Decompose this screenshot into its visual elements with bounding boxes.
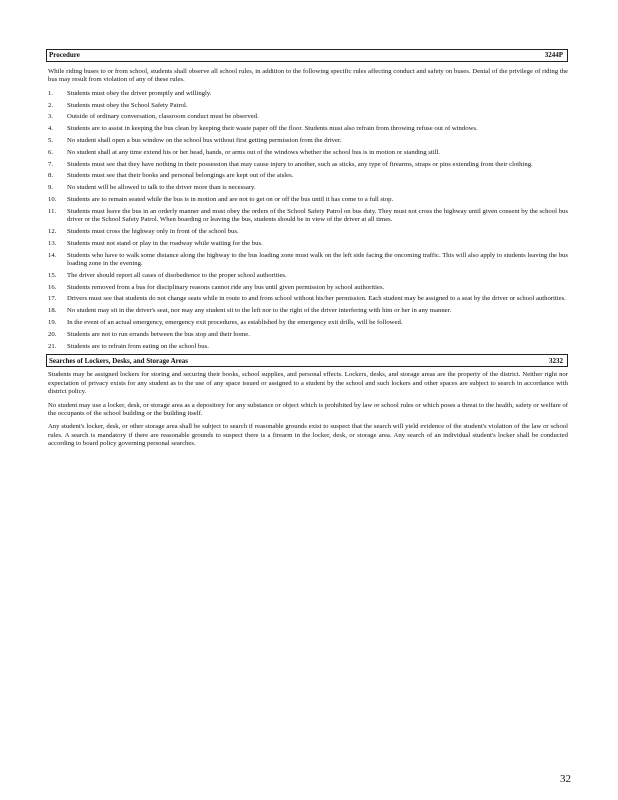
rule-number: 14. (48, 251, 57, 259)
searches-paragraph: No student may use a locker, desk, or storage area as a depository for any substance or object which is prohibited by law or school rules or which poses a threat to the health, safety or welfare of the occupants of the school building or the building itself. (48, 401, 568, 417)
rule-text: Students removed from a bus for disciplinary reasons cannot ride any bus until given permission by school authorities. (67, 283, 385, 291)
rule-text: Drivers must see that students do not change seats while in route to and from school without his/her permission. Each student may be assigned to a seat by the driver or school authorities. (67, 295, 566, 303)
rule-item (46, 295, 568, 303)
rule-text: No student shall open a bus window on the school bus without first getting permission from the driver. (67, 137, 342, 144)
rule-item (46, 272, 568, 280)
document-page (46, 49, 568, 449)
rule-number: 18. (48, 307, 57, 315)
searches-code: 3232 (549, 356, 563, 365)
rule-number: 1. (48, 89, 54, 97)
rule-number: 13. (48, 239, 57, 247)
rule-number: 3. (48, 113, 54, 121)
rule-item (46, 161, 568, 169)
rule-number: 8. (48, 172, 54, 180)
searches-header (46, 354, 568, 367)
rule-item (46, 228, 568, 236)
rule-number: 12. (48, 227, 57, 235)
rule-number: 16. (48, 283, 57, 291)
rule-item (46, 172, 568, 180)
rule-item (46, 240, 568, 248)
rule-item (46, 125, 568, 133)
rule-item (46, 331, 568, 339)
rule-number: 15. (48, 271, 57, 279)
procedure-intro: While riding buses to or from school, students shall observe all school rules, in addition to the following specific rules affecting conduct and safety on buses. Denial of the privilege of riding the bus may result from violation of any of these rules. (48, 68, 568, 84)
rule-item (46, 284, 568, 292)
rule-item (46, 102, 568, 110)
rule-item (46, 319, 568, 327)
rule-text: No student may sit in the driver's seat, nor may any student sit to the left nor to the right of the driver interfering with him or her in any manner. (67, 307, 452, 315)
rule-number: 4. (48, 125, 54, 133)
rule-text: Students must not stand or play in the roadway while waiting for the bus. (67, 239, 263, 247)
rule-text: Students are to refrain from eating on the school bus. (67, 342, 209, 350)
rule-text: No student will be allowed to talk to the driver more than is necessary. (67, 184, 256, 192)
rule-number: 9. (48, 184, 54, 192)
procedure-code: 3244P (544, 51, 563, 60)
rule-item (46, 343, 568, 351)
rule-text: Students are not to run errands between the bus stop and their home. (67, 330, 250, 338)
rule-item (46, 307, 568, 315)
rule-number: 21. (48, 342, 57, 350)
page-number: 32 (560, 773, 571, 785)
rule-text: No student shall at any time extend his or her head, hands, or arms out of the windows whether the school bus is in motion or standing still. (67, 148, 440, 156)
rule-text: Students who have to walk some distance along the highway to the bus loading zone must walk on the left side facing the oncoming traffic. This will also apply to students leaving the bus loading zone in the evening. (67, 251, 568, 267)
rule-item (46, 137, 568, 145)
rule-number: 19. (48, 318, 57, 326)
rules-list (46, 90, 568, 351)
searches-paragraph: Any student's locker, desk, or other storage area shall be subject to search if reasonable grounds exist to suspect that the search will yield evidence of the student's violation of the law or school rules. A search is mandatory if there are reasonable grounds to suspect there is a firearm in the locker, desk, or storage area. Any search of an individual student's locker shall be conducted according to board policy governing personal searches. (48, 423, 568, 448)
rule-number: 11. (48, 207, 57, 215)
rule-number: 6. (48, 148, 54, 156)
rule-text: Outside of ordinary conversation, classroom conduct must be observed. (67, 113, 259, 121)
rule-item (46, 149, 568, 157)
rule-number: 5. (48, 137, 54, 144)
searches-paragraph: Students may be assigned lockers for storing and securing their books, school supplies, and personal effects. Lockers, desks, and storage areas are the property of the district. Neither right nor expectation of privacy exists for any student as to the use of any space issued or assigned to a student by the school and such lockers and other spaces are subject to search in accordance with district policy. (48, 371, 568, 396)
rule-text: Students must leave the bus in an orderly manner and must obey the orders of the School Safety Patrol on bus duty. They must not cross the highway until given consent by the school bus driver or the School Safety Patrol. When boarding or leaving the bus, students should be in view of the driver at all times. (67, 207, 568, 224)
rule-text: Students are to assist in keeping the bus clean by keeping their waste paper off the floor. Students must also refrain from throwing refuse out of windows. (67, 125, 478, 133)
procedure-title: Procedure (49, 51, 80, 60)
rule-item (46, 208, 568, 225)
procedure-header (46, 49, 568, 62)
rule-text: Students must obey the School Safety Patrol. (67, 101, 188, 109)
rule-number: 17. (48, 295, 57, 303)
rule-item (46, 196, 568, 204)
rule-text: Students are to remain seated while the bus is in motion and are not to get on or off the bus until it has come to a full stop. (67, 195, 394, 203)
rule-item (46, 90, 568, 98)
rule-text: Students must obey the driver promptly and willingly. (67, 89, 212, 97)
searches-title: Searches of Lockers, Desks, and Storage Areas (49, 356, 188, 365)
rule-number: 10. (48, 195, 57, 203)
rule-number: 20. (48, 330, 57, 338)
rule-text: Students must see that they have nothing in their possession that may cause injury to another, such as sticks, any type of firearms, straps or pins extending from their clothing. (67, 160, 533, 168)
rule-text: Students must see that their books and personal belongings are kept out of the aisles. (67, 172, 294, 180)
rule-number: 7. (48, 160, 54, 168)
rule-text: The driver should report all cases of disobedience to the proper school authorities. (67, 271, 287, 279)
rule-item (46, 113, 568, 121)
rule-number: 2. (48, 101, 54, 109)
rule-item (46, 184, 568, 192)
rule-text: In the event of an actual emergency, emergency exit procedures, as established by the emergency exit drills, will be followed. (67, 318, 403, 326)
rule-text: Students must cross the highway only in front of the school bus. (67, 227, 239, 235)
rule-item (46, 252, 568, 269)
